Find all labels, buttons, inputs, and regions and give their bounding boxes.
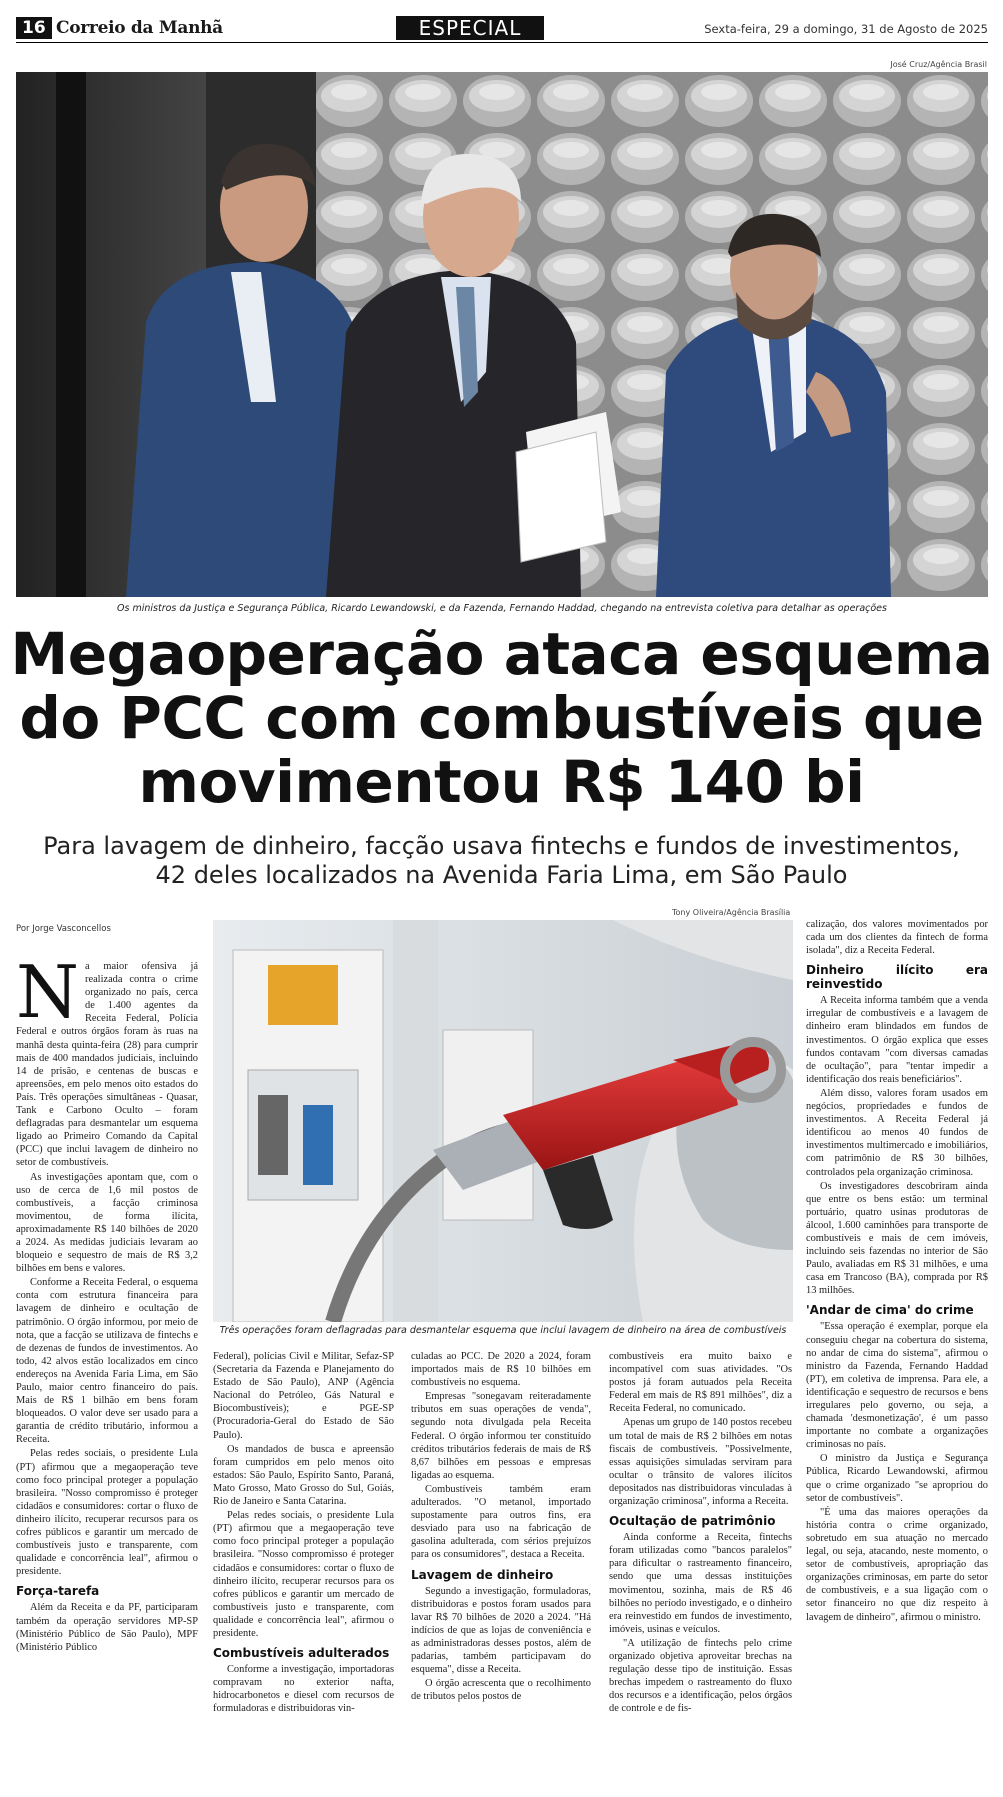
page-header [16, 16, 988, 43]
headline [0, 622, 1003, 814]
drop-cap: N [16, 950, 79, 1034]
paragraph: Pelas redes sociais, o presidente Lula (PT) afirmou que a megaoperação teve como foco principal proteger a população brasileira. "Nosso compromisso é proteger cidadãos e consumidores: cortar o fluxo de dinheiro ilícito, recuperar recursos para os cofres públicos e garantir um mercado de combustíveis justo e transparente, com qualidade e concorrência leal", afirmou o presidente. [213, 1510, 394, 1639]
section-heading: Ocultação de patrimônio [609, 1514, 776, 1529]
paragraph: O órgão acrescenta que o recolhimento de tributos pelos postos de [411, 1678, 591, 1703]
paragraph: Os investigadores descobriram ainda que entre os bens estão: um terminal portuário, quatro usinas produtoras de álcool, 1.600 caminhões para transporte de combustíveis e mais de cem imóveis, incluindo seis fazendas no interior de São Paulo, avaliadas em R$ 31 milhões, e uma casa em Trancoso (BA), comprada por R$ 13 milhões. [806, 1180, 988, 1297]
paragraph: "É uma das maiores operações da história contra o crime organizado, sobretudo em sua atuação no mercado legal, ou seja, atacando, neste momento, o setor de combustíveis, apropriação das organizações criminosas, em parte do setor de combustíveis, e a sua ligação com o setor financeiro no que diz respeito à lavagem de dinheiro", afirmou o ministro. [806, 1506, 988, 1623]
paragraph: A Receita informa também que a venda irregular de combustíveis e a lavagem de dinheiro eram blindados em fundos de investimentos. O órgão explica que esses fundos contavam "com diversas camadas de ocultação", para "tentar impedir a identificação dos reais beneficiários". [806, 995, 988, 1085]
headline-line: movimentou R$ 140 bi [138, 748, 865, 816]
paragraph: "Essa operação é exemplar, porque ela conseguiu chegar na cobertura do sistema, no andar de cima do sistema", afirmou o ministro da Fazenda, Fernando Haddad (PT), em coletiva de imprensa. Para ele, a identificação e sequestro de recursos e bens irregulares pelo governo, ou seja, a chamada 'desmonetização', é um passo importante no combate a organizações criminosas no país. [806, 1321, 988, 1451]
section-label: ESPECIAL [396, 16, 544, 40]
paragraph: Ainda conforme a Receita, fintechs foram utilizadas como "bancos paralelos" para dificultar o rastreamento financeiro, sendo que uma dessas instituições movimentou, sozinha, mais de R$ 46 bilhões no período investigado, e o dinheiro era reinvestido em fundos de investimento, imóveis, usinas e veículos. [609, 1532, 792, 1635]
paragraph: Federal), polícias Civil e Militar, Sefaz-SP (Secretaria da Fazenda e Planejamento do Estado de São Paulo), ANP (Agência Nacional do Petróleo, Gás Natural e Biocombustíveis); e PGE-SP (Procuradoria-Geral do Estado de São Paulo). [213, 1351, 394, 1441]
paragraph: As investigações apontam que, com o uso de cerca de 1,6 mil postos de combustíveis, a facção criminosa movimentou, de forma ilícita, aproximadamente R$ 140 bilhões de 2020 a 2024. As medidas judiciais levaram ao bloqueio e sequestro de mais de R$ 3,2 bilhões em bens e valores. [16, 1171, 198, 1275]
page-number: 16 [16, 17, 52, 39]
paragraph: Os mandados de busca e apreensão foram cumpridos em pelo menos oito estados: São Paulo, Espírito Santo, Paraná, Mato Grosso, Mato Grosso do Sul, Goiás, Rio de Janeiro e Santa Catarina. [213, 1443, 394, 1508]
fuel-nozzle-photo [213, 920, 793, 1322]
paragraph: Além disso, valores foram usados em negócios, propriedades e fundos de investimentos. A Receita Federal já identificou ao menos 40 fundos de investimentos multimercado e imobiliários, com patrimônio de R$ 30 bilhões, controlados pela organização criminosa. [806, 1087, 988, 1178]
paragraph: Conforme a investigação, importadoras compravam no exterior nafta, hidrocarbonetos e diesel com recursos de formuladoras e distribuidoras vin- [213, 1664, 394, 1715]
paragraph: combustíveis era muito baixo e incompatível com suas atividades. "Os postos já foram autuados pela Receita Federal em mais de R$ 891 milhões", diz a Receita Federal, no comunicado. [609, 1351, 792, 1415]
article-column-3 [411, 1350, 591, 1780]
article-column-5 [806, 918, 988, 1784]
paragraph: Além da Receita e da PF, participaram também da operação servidores MP-SP (Ministério Público de São Paulo), MPF (Ministério Público [16, 1602, 198, 1653]
paragraph: "A utilização de fintechs pelo crime organizado objetiva aproveitar brechas na regulação desse tipo de instituição. Essas brechas impedem o rastreamento do fluxo dos recursos e a identificação, pelos órgãos de controle e de fis- [609, 1637, 792, 1715]
paragraph: Pelas redes sociais, o presidente Lula (PT) afirmou que a megaoperação teve como foco principal proteger a população brasileira. "Nosso compromisso é proteger cidadãos e consumidores: cortar o fluxo de dinheiro ilícito, recuperar recursos para os cofres públicos e garantir um mercado de combustíveis justo e transparente, com qualidade e concorrência leal", afirmou o presidente. [16, 1448, 198, 1578]
subheadline-line: Para lavagem de dinheiro, facção usava fintechs e fundos de investimentos, [43, 832, 960, 860]
byline: Por Jorge Vasconcellos [16, 924, 111, 934]
paragraph: culadas ao PCC. De 2020 a 2024, foram importados mais de R$ 10 bilhões em combustíveis no esquema. [411, 1351, 591, 1389]
fuel-photo-caption: Três operações foram deflagradas para desmantelar esquema que inclui lavagem de dinheiro na área de combustíveis [219, 1325, 787, 1336]
section-heading: 'Andar de cima' do crime [806, 1303, 974, 1318]
headline-line: do PCC com combustíveis que [19, 684, 984, 752]
paragraph: O ministro da Justiça e Segurança Pública, Ricardo Lewandowski, afirmou que o crime organizado "se apropriou do setor de combustíveis". [806, 1453, 988, 1504]
article-column-2 [213, 1350, 394, 1780]
paragraph: a maior ofensiva já realizada contra o crime organizado no país, cerca de 1.400 agentes da Receita Federal, Polícia Federal e outros órgãos foram às ruas na manhã desta quinta-feira (28) para cumprir mais de 400 mandados judiciais, incluindo 14 de prisão, e centenas de buscas e apreensões, em pelo menos oito estados do País. Três operações simultâneas - Quasar, Tank e Carbono Oculto – foram deflagradas para desmantelar um esquema ligado ao Primeiro Comando da Capital (PCC) que inclui lavagem de dinheiro no setor de combustíveis. [16, 961, 198, 1169]
paragraph: Empresas "sonegavam reiteradamente tributos em suas operações de venda", segundo nota divulgada pela Receita Federal. O órgão informou ter constituído créditos tributários federais de mais de R$ 8,67 bilhões em pessoas e empresas ligadas ao esquema. [411, 1391, 591, 1481]
masthead: Correio da Manhã [56, 18, 223, 38]
top-photo-caption: Os ministros da Justiça e Segurança Pública, Ricardo Lewandowski, e da Fazenda, Fernando Haddad, chegando na entrevista coletiva para detalhar as operações [117, 603, 887, 614]
subheadline-line: 42 deles localizados na Avenida Faria Lima, em São Paulo [155, 861, 848, 889]
headline-line: Megaoperação ataca esquema [10, 620, 993, 688]
paragraph: Segundo a investigação, formuladoras, distribuidoras e postos foram usados para lavar R$ 70 bilhões de 2020 a 2024. "Há indícios de que as lojas de conveniência e as administradoras desses postos, além de padarias, também participavam do esquema", disse a Receita. [411, 1585, 591, 1676]
paragraph: Conforme a Receita Federal, o esquema conta com estrutura financeira para lavagem de dinheiro e ocultação de patrimônio. O órgão informou, por meio de nota, que a facção se utilizava de fintechs e de dezenas de fundos de investimentos. Ao todo, 42 alvos estão localizados em cinco endereços na Avenida Faria Lima, em São Paulo, maior centro financeiro do país. Mais de R$ 1 bilhão em bens foram bloqueados. O valor deve ser usado para a garantia de crédito tributário, informou a Receita. [16, 1277, 198, 1446]
paragraph: Apenas um grupo de 140 postos recebeu um total de mais de R$ 2 bilhões em notas fiscais de combustíveis. "Possivelmente, essas aquisições simuladas serviram para ocultar o trânsito de valores ilícitos depositados nas distribuidoras vinculadas à organização criminosa", informa a Receita. [609, 1417, 792, 1508]
dateline: Sexta-feira, 29 a domingo, 31 de Agosto de 2025 [704, 22, 988, 36]
fuel-photo-credit: Tony Oliveira/Agência Brasília [672, 908, 791, 917]
top-photo-credit: José Cruz/Agência Brasil [890, 60, 987, 69]
ministers-photo-illustration [16, 72, 988, 597]
ministers-photo [16, 72, 988, 597]
section-heading: Combustíveis adulterados [213, 1646, 390, 1661]
section-heading: Dinheiro ilícito era reinvestido [806, 963, 988, 992]
paragraph: calização, dos valores movimentados por cada um dos clientes da fintech de forma isolada", diz a Receita Federal. [806, 919, 988, 957]
article-column-1 [16, 950, 198, 1770]
section-heading: Lavagem de dinheiro [411, 1567, 554, 1582]
subheadline [0, 832, 1003, 890]
fuel-nozzle-photo-illustration [213, 920, 793, 1322]
paragraph: Combustíveis também eram adulterados. "O metanol, importado supostamente para outros fins, era desviado para uso na fabricação de gasolina adulterada, com sérios prejuízos para os consumidores", destaca a Receita. [411, 1483, 591, 1561]
section-heading: Força-tarefa [16, 1584, 100, 1599]
article-column-4 [609, 1350, 792, 1780]
